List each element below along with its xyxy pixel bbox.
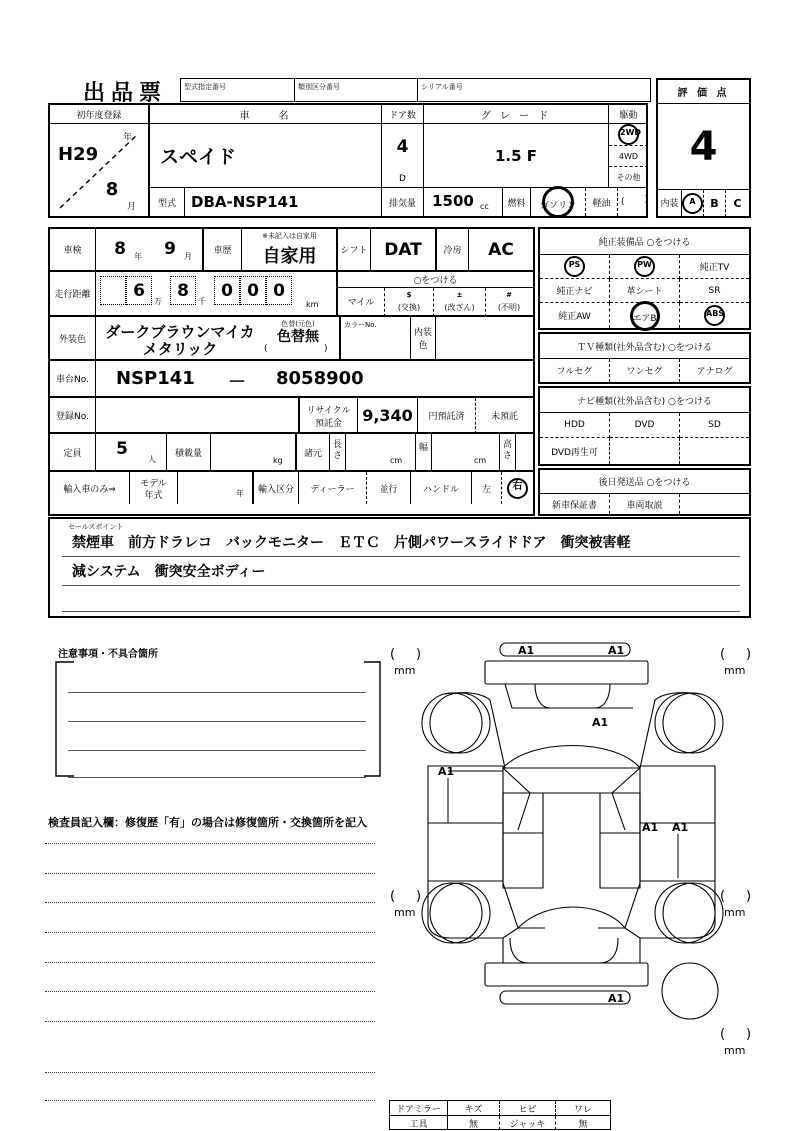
shift-label: シフト: [338, 229, 371, 272]
length-value[interactable]: [346, 434, 416, 472]
recycle-deposit-paid[interactable]: 円預託済: [418, 398, 476, 434]
recycle-deposit-unpaid[interactable]: 未預託: [476, 398, 533, 434]
chassis-number-prefix: NSP141: [116, 368, 195, 389]
length-label: 長さ: [330, 434, 346, 472]
car-damage-diagram[interactable]: [390, 638, 760, 1058]
steering-option-left[interactable]: 左: [472, 472, 502, 504]
fuel-option-other-close: ): [644, 195, 648, 205]
inspector-notes-title: 検査員記入欄：修復歴「有」の場合は修復箇所・交換箇所を記入: [48, 816, 367, 829]
notes-text-1: [70, 678, 364, 692]
tread-unit-rr: mm: [724, 906, 746, 919]
tread-unit-fr: mm: [724, 664, 746, 677]
mileage-digit-1: 6: [126, 276, 152, 305]
inspector-text-5: [48, 949, 373, 962]
mileage-digit-2: 8: [170, 276, 196, 305]
damage-mark-a1-1: A1: [518, 644, 535, 657]
length-number: [346, 438, 398, 458]
import-type-dealer[interactable]: ディーラー: [299, 472, 367, 504]
import-only-label: 輸入車のみ⇒: [50, 472, 130, 504]
tv-type-fullseg[interactable]: フルセグ: [540, 359, 610, 382]
tread-unit-spare: mm: [724, 1044, 746, 1057]
chassis-number-label: 車台No.: [50, 361, 96, 398]
exterior-color-line1: ダークブラウンマイカ: [105, 323, 255, 341]
import-type-parallel[interactable]: 並行: [367, 472, 411, 504]
grade-label: グ レ ー ド: [424, 105, 609, 124]
interior-rating-option-b[interactable]: B: [704, 190, 726, 217]
capacity-label: 定員: [50, 434, 96, 472]
tread-bracket-rr-close: ): [746, 889, 752, 904]
chassis-number-serial: 8058900: [276, 368, 364, 389]
load-capacity-number: [211, 438, 277, 458]
registration-number-value[interactable]: [96, 398, 300, 434]
drive-type-option-2wd[interactable]: [609, 124, 648, 146]
header-field-model-designation-value[interactable]: [186, 90, 291, 102]
interior-rating-label: 内装: [658, 190, 682, 217]
model-code-value[interactable]: DBA-NSP141: [185, 188, 382, 216]
shaken-value[interactable]: [96, 229, 204, 272]
notes-line-2[interactable]: [68, 721, 366, 722]
color-number-cell[interactable]: [341, 317, 411, 361]
interior-rating-option-a[interactable]: [682, 190, 704, 217]
notes-text-2: [70, 707, 364, 721]
mileage-mark-replaced-symbol: $: [406, 290, 412, 299]
height-value[interactable]: [516, 434, 533, 472]
tread-bracket-spare-close: ): [746, 1027, 752, 1042]
model-year-unit: 年: [236, 489, 244, 498]
header-field-category-number: [294, 78, 418, 102]
drive-type-option-other[interactable]: その他: [609, 167, 648, 188]
sales-point-line-2[interactable]: 減システム 衝突安全ボディー: [72, 564, 266, 580]
color-number-label: カラーNo.: [344, 320, 377, 329]
height-label: 高さ: [500, 434, 516, 472]
equipment-pw[interactable]: [610, 255, 680, 279]
fuel-label: 燃料: [503, 188, 531, 216]
equipment-genuine-aw[interactable]: 純正AW: [540, 303, 610, 328]
mileage-mark-mile[interactable]: マイル: [338, 288, 385, 317]
damage-mark-a1-3: A1: [592, 716, 609, 729]
bottom-table-cell-jack[interactable]: ジャッキ: [500, 1116, 556, 1130]
sales-point-label: セールスポイント: [68, 523, 124, 531]
door-count-number: 4: [396, 137, 409, 157]
capacity-number: 5: [116, 439, 128, 459]
tread-bracket-rl-open: (: [390, 889, 396, 904]
vehicle-details-block: [48, 227, 535, 516]
exterior-color-label: 外装色: [50, 317, 96, 361]
tread-bracket-spare-open: (: [720, 1027, 726, 1042]
width-unit: cm: [474, 456, 487, 465]
header-field-category-number-label: 類別区分番号: [298, 82, 340, 91]
shift-value[interactable]: DAT: [371, 229, 437, 272]
recycle-deposit-label-1: リサイクル: [306, 406, 351, 416]
dimensions-label: 諸元: [297, 434, 330, 472]
page-title: 出品票: [82, 80, 167, 106]
displacement-unit: cc: [480, 202, 489, 211]
shaken-month: 9: [164, 239, 176, 259]
bottom-table-cell-tools[interactable]: 工具: [390, 1116, 448, 1130]
equipment-genuine-navi[interactable]: 純正ナビ: [540, 279, 610, 303]
model-year-label: [130, 472, 178, 504]
first-registration-month-unit: 月: [127, 202, 137, 212]
length-unit: cm: [390, 456, 403, 465]
inspector-line-2[interactable]: [45, 873, 375, 874]
shaken-year: 8: [114, 239, 126, 259]
rating-score: 4: [689, 123, 718, 170]
mileage-digit-0: [100, 276, 126, 305]
tv-type-block: [538, 332, 751, 384]
notes-line-3[interactable]: [68, 750, 366, 751]
tread-bracket-fr-close: ): [746, 647, 752, 662]
sales-point-line-3[interactable]: [72, 589, 742, 609]
width-value[interactable]: [432, 434, 500, 472]
capacity-unit: 人: [148, 455, 156, 464]
repaint-label: 色替(元色): [281, 319, 315, 328]
mileage-digit-5: 0: [266, 276, 292, 305]
inspector-text-3: [48, 889, 373, 902]
inspector-text-2: [48, 860, 373, 873]
header-field-serial-number: [417, 78, 651, 102]
inspector-text-4: [48, 919, 373, 932]
model-year-label-1: モデル: [140, 479, 167, 489]
interior-color-label-cell: [411, 317, 436, 361]
mileage-mark-title: ○をつける: [338, 272, 533, 288]
header-field-serial-number-value[interactable]: [423, 90, 648, 102]
history-value-cell[interactable]: [242, 229, 338, 272]
bottom-table-cell-jack-value[interactable]: 無: [578, 1119, 588, 1130]
mileage-mark-tampered[interactable]: [434, 288, 486, 317]
equipment-leather-seat[interactable]: 革シート: [610, 279, 680, 303]
bottom-table-header-crack: ヒビ: [500, 1101, 556, 1116]
notes-line-4[interactable]: [68, 777, 366, 778]
door-count-value[interactable]: [382, 124, 424, 188]
drive-type-label: 駆動: [609, 105, 648, 124]
navi-type-sd[interactable]: SD: [680, 413, 749, 438]
navi-type-blank-2[interactable]: [680, 438, 749, 464]
inspector-line-5[interactable]: [45, 962, 375, 963]
mileage-mark-tampered-label: (改ざん): [444, 302, 475, 312]
genuine-equipment-block: [538, 227, 751, 330]
mileage-digit-3: 0: [214, 276, 240, 305]
width-label: 幅: [416, 434, 432, 472]
repaint-value: 色替無: [277, 329, 319, 345]
rating-box: [656, 78, 751, 218]
door-count-unit: D: [399, 173, 406, 184]
displacement-number: 1500: [432, 192, 474, 210]
navi-type-dvd[interactable]: DVD: [610, 413, 680, 438]
header-field-model-designation-label: 型式指定番号: [184, 82, 226, 91]
shaken-year-unit: 年: [134, 252, 142, 261]
damage-mark-a1-5: A1: [642, 821, 659, 834]
displacement-label: 排気量: [382, 188, 424, 216]
sales-point-block: [48, 517, 751, 618]
sales-point-rule-3: [62, 611, 740, 612]
first-registration-month: 8: [105, 179, 119, 200]
drive-type-option-4wd[interactable]: 4WD: [609, 146, 648, 167]
fuel-gasoline-label: ガソリン: [539, 200, 576, 211]
notes-title: 注意事項・不具合箇所: [58, 649, 158, 660]
equipment-sunroof[interactable]: SR: [680, 279, 749, 303]
tread-unit-fl: mm: [394, 664, 416, 677]
shaken-month-unit: 月: [184, 252, 192, 261]
mileage-mark-replaced[interactable]: [385, 288, 434, 317]
inspector-line-6[interactable]: [45, 991, 375, 992]
first-registration-year: H29: [58, 144, 99, 165]
mileage-unit-sen: 千: [198, 297, 206, 306]
later-shipment-blank[interactable]: [680, 494, 749, 514]
inspector-text-7: [48, 1008, 373, 1021]
mileage-unit-km: km: [306, 300, 319, 309]
drive-2wd-circled: 2WD: [618, 124, 639, 145]
inspector-line-9[interactable]: [45, 1100, 375, 1101]
genuine-equipment-title: 純正装備品 ○をつける: [540, 229, 749, 255]
ac-value[interactable]: AC: [469, 229, 533, 272]
navi-type-block: [538, 386, 751, 466]
equipment-abs[interactable]: [680, 303, 749, 328]
later-shipment-block: [538, 468, 751, 516]
model-year-number: [178, 476, 236, 496]
tread-unit-rl: mm: [394, 906, 416, 919]
interior-color-value[interactable]: [436, 317, 533, 361]
bottom-table-header-break: ワレ: [556, 1101, 610, 1116]
load-capacity-value[interactable]: [211, 434, 297, 472]
tread-bracket-fl-open: (: [390, 647, 396, 662]
damage-mark-a1-4: A1: [438, 765, 455, 778]
inspector-line-4[interactable]: [45, 932, 375, 933]
tv-type-title: ＴＶ種類(社外品含む) ○をつける: [540, 334, 749, 359]
mileage-mark-unknown-label: (不明): [497, 302, 521, 312]
sales-point-line-1[interactable]: 禁煙車 前方ドラレコ バックモニター ＥＴＣ 片側パワースライドドア 衝突被害軽: [72, 535, 631, 551]
mileage-unit-man: 万: [154, 297, 162, 306]
rating-label: 評 価 点: [658, 80, 749, 104]
model-code-label: 型式: [150, 188, 185, 216]
equipment-ps-circled: PS: [564, 256, 585, 277]
history-note: ※未記入は自家用: [262, 231, 317, 240]
navi-type-title: ナビ種類(社外品含む) ○をつける: [540, 388, 749, 413]
grade-value[interactable]: 1.5 F: [424, 124, 609, 188]
recycle-deposit-label: [300, 398, 358, 434]
tread-bracket-rl-close: ): [416, 889, 422, 904]
tread-bracket-rr-open: (: [720, 889, 726, 904]
header-field-serial-number-label: シリアル番号: [421, 82, 463, 91]
inspector-line-8[interactable]: [45, 1072, 375, 1073]
steering-option-right[interactable]: [502, 472, 533, 504]
first-registration-year-unit: 年: [123, 133, 133, 143]
fuel-option-gasoline[interactable]: [531, 188, 586, 216]
load-capacity-label: 積載量: [167, 434, 211, 472]
load-capacity-unit: kg: [273, 456, 283, 465]
mileage-mark-tampered-symbol: ±: [456, 290, 463, 299]
steering-label: ハンドル: [411, 472, 472, 504]
damage-mark-a1-7: A1: [608, 992, 625, 1005]
exterior-color-line2: メタリック: [142, 340, 218, 358]
model-year-value[interactable]: [178, 472, 254, 504]
interior-rating-row: [658, 189, 749, 216]
displacement-value[interactable]: [424, 188, 503, 216]
navi-type-hdd[interactable]: HDD: [540, 413, 610, 438]
chassis-number-value[interactable]: [96, 361, 533, 398]
model-year-label-2: 年式: [144, 491, 163, 501]
recycle-deposit-amount[interactable]: 9,340: [358, 398, 418, 434]
vehicle-identity-block: [48, 103, 648, 218]
mileage-label: 走行距離: [50, 272, 96, 317]
steering-right-circled: 右: [507, 478, 528, 499]
bottom-table-cell-tools-value[interactable]: 無: [448, 1116, 500, 1130]
tv-type-analog[interactable]: アナログ: [696, 367, 733, 377]
inspector-text-9: [48, 1087, 373, 1100]
damage-mark-a1-6: A1: [672, 821, 689, 834]
notes-line-1[interactable]: [68, 692, 366, 693]
equipment-abs-circled: ABS: [704, 305, 725, 326]
import-type-label: 輸入区分: [254, 472, 299, 504]
damage-mark-a1-2: A1: [608, 644, 625, 657]
mileage-digit-4: 0: [240, 276, 266, 305]
color-number-value: [341, 331, 410, 357]
later-shipment-title: 後日発送品 ○をつける: [540, 470, 749, 494]
inspector-text-1: [48, 830, 373, 843]
history-value: 自家用: [262, 246, 317, 267]
registration-number-label: 登録No.: [50, 398, 96, 434]
inspector-text-6: [48, 978, 373, 991]
inspector-line-1[interactable]: [45, 843, 375, 844]
navi-type-blank-1[interactable]: [610, 438, 680, 464]
height-number: [516, 438, 532, 458]
later-shipment-warranty[interactable]: 新車保証書: [540, 494, 610, 514]
repaint-paren-close: ): [324, 344, 328, 354]
tread-bracket-fl-close: ): [416, 647, 422, 662]
first-registration-value[interactable]: [50, 124, 150, 216]
inspector-line-7[interactable]: [45, 1021, 375, 1022]
notes-text-3: [70, 736, 364, 750]
repaint-paren-open: (: [264, 344, 268, 354]
inspector-line-3[interactable]: [45, 902, 375, 903]
equipment-airbag[interactable]: [610, 303, 680, 328]
car-name-value[interactable]: スペイド: [150, 124, 382, 188]
tv-type-oneseg[interactable]: ワンセグ: [610, 359, 680, 382]
notes-text-4: [70, 763, 364, 777]
first-registration-label: 初年度登録: [50, 105, 150, 124]
interior-rating-a-circled: A: [682, 193, 703, 214]
sales-point-rule-2: [62, 585, 740, 586]
tread-bracket-fr-open: (: [720, 647, 726, 662]
equipment-airbag-label: エアB: [632, 314, 657, 324]
bottom-condition-table: [389, 1100, 611, 1130]
fuel-option-other-open[interactable]: (: [621, 197, 625, 207]
mileage-mark-unknown-symbol: #: [506, 290, 512, 299]
equipment-genuine-tv[interactable]: 純正TV: [680, 255, 749, 279]
bottom-table-header-door-mirror: ドアミラー: [390, 1101, 448, 1116]
history-label: 車歴: [204, 229, 242, 272]
header-field-category-number-value[interactable]: [300, 90, 415, 102]
mileage-mark-replaced-label: (交換): [397, 302, 421, 312]
capacity-value[interactable]: [96, 434, 167, 472]
mileage-value[interactable]: [96, 272, 338, 317]
ac-label: 冷房: [437, 229, 469, 272]
exterior-color-value[interactable]: [96, 317, 341, 361]
header-field-model-designation: [180, 78, 295, 102]
recycle-deposit-label-2: 預託金: [314, 419, 342, 429]
fuel-option-diesel[interactable]: 軽油: [586, 188, 618, 216]
width-number: [432, 438, 482, 458]
chassis-number-dash: －: [228, 372, 246, 393]
interior-rating-option-c[interactable]: C: [733, 197, 742, 210]
interior-color-label-1: 内装: [413, 328, 432, 338]
inspector-text-8: [48, 1059, 373, 1072]
door-count-label: ドア数: [382, 105, 424, 124]
interior-color-label-2: 色: [418, 341, 428, 351]
navi-type-dvd-playable[interactable]: DVD再生可: [540, 438, 610, 464]
equipment-pw-circled: PW: [634, 256, 655, 277]
sales-point-rule-1: [62, 556, 740, 557]
equipment-ps[interactable]: [540, 255, 610, 279]
mileage-mark-unknown[interactable]: [486, 288, 533, 317]
shaken-label: 車検: [50, 229, 96, 272]
car-name-label: 車 名: [150, 105, 382, 124]
later-shipment-manual[interactable]: 車両取説: [610, 494, 680, 514]
bottom-table-header-scratch: キズ: [448, 1101, 500, 1116]
